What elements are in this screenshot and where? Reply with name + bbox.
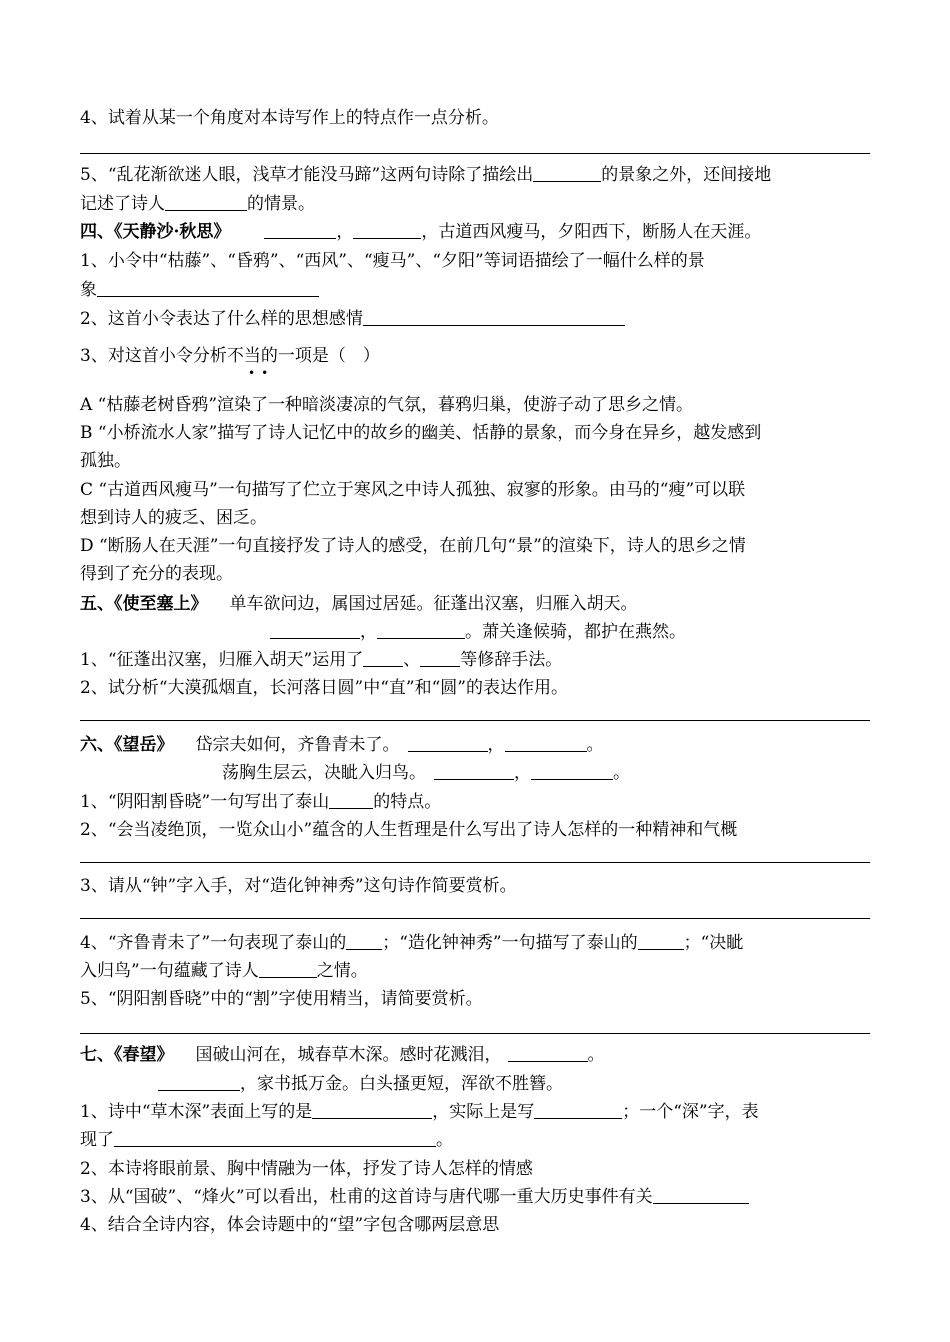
- emphasis-dots: ••: [248, 366, 275, 380]
- fill-blank[interactable]: [329, 792, 373, 809]
- option-d-cont: 得到了充分的表现。: [80, 564, 233, 584]
- question-3-5: 5、“乱花渐欲迷人眼，浅草才能没马蹄”这两句诗除了描绘出 的景象之外，还间接地: [80, 165, 772, 185]
- question-7-2: 2、本诗将眼前景、胸中情融为一体，抒发了诗人怎样的情感: [80, 1159, 533, 1179]
- fill-blank[interactable]: [653, 1187, 749, 1204]
- section-5-heading: 五、《使至塞上》 单车欲问边，属国过居延。征蓬出汉塞，归雁入胡天。: [80, 594, 638, 614]
- question-5-1: 1、“征蓬出汉塞，归雁入胡天”运用了 、 等修辞手法。: [80, 650, 563, 670]
- section-7-poem-line2: ，家书抵万金。白头搔更短，浑欲不胜簪。: [158, 1074, 563, 1096]
- question-7-4: 4、结合全诗内容，体会诗题中的“望”字包含哪两层意思: [80, 1215, 500, 1235]
- option-d: D “断肠人在天涯”一句直接抒发了诗人的感受，在前几句“景”的渲染下，诗人的思乡之情: [80, 536, 746, 556]
- fill-blank[interactable]: [346, 933, 382, 950]
- fill-blank[interactable]: [165, 194, 247, 211]
- option-c-cont: 想到诗人的疲乏、困乏。: [80, 508, 267, 528]
- fill-blank[interactable]: [408, 735, 488, 752]
- question-3-4: 4、试着从某一个角度对本诗写作上的特点作一点分析。: [80, 108, 499, 128]
- question-7-1: 1、诗中“草木深”表面上写的是 ，实际上是写 ；一个“深”字，表: [80, 1102, 759, 1122]
- fill-blank[interactable]: [363, 309, 625, 326]
- fill-blank[interactable]: [312, 1102, 432, 1119]
- answer-line: [80, 1033, 870, 1034]
- section-6-poem-line2: 荡胸生层云，决眦入归鸟。 ， 。: [222, 763, 630, 783]
- fill-blank[interactable]: [505, 735, 587, 752]
- fill-blank[interactable]: [420, 650, 460, 667]
- question-7-1-cont: 现了 。: [80, 1130, 453, 1150]
- fill-blank[interactable]: [114, 1130, 436, 1147]
- option-c: C “古道西风瘦马”一句描写了伫立于寒风之中诗人孤独、寂寥的形象。由马的“瘦”可以联: [80, 480, 746, 500]
- fill-blank[interactable]: [533, 165, 601, 182]
- fill-blank[interactable]: [434, 763, 514, 780]
- option-b-cont: 孤独。: [80, 451, 131, 471]
- answer-line: [80, 720, 870, 721]
- question-6-5: 5、“阴阳割昏晓”中的“割”字使用精当，请简要赏析。: [80, 989, 483, 1009]
- fill-blank[interactable]: [377, 622, 465, 639]
- question-5-2: 2、试分析“大漠孤烟直，长河落日圆”中“直”和“圆”的表达作用。: [80, 678, 568, 698]
- section-5-poem-line2: ， 。萧关逢候骑，都护在燕然。: [270, 622, 686, 644]
- fill-blank[interactable]: [531, 763, 613, 780]
- question-7-3: 3、从“国破”、“烽火”可以看出，杜甫的这首诗与唐代哪一重大历史事件有关: [80, 1187, 749, 1209]
- fill-blank[interactable]: [534, 1102, 622, 1119]
- question-4-1-cont: 象: [80, 280, 319, 302]
- answer-line: [80, 918, 870, 919]
- fill-blank[interactable]: [270, 622, 360, 639]
- fill-blank[interactable]: [363, 650, 403, 667]
- question-4-3: 3、对这首小令分析不当的一项是（ ）: [80, 346, 380, 366]
- question-4-1: 1、小令中“枯藤”、“昏鸦”、“西风”、“瘦马”、“夕阳”等词语描绘了一幅什么样的景: [80, 251, 705, 271]
- answer-line: [80, 153, 870, 154]
- section-7-heading: 七、《春望》 国破山河在，城春草木深。感时花溅泪， 。: [80, 1045, 605, 1065]
- fill-blank[interactable]: [259, 961, 317, 978]
- answer-line: [80, 862, 870, 863]
- fill-blank[interactable]: [638, 933, 684, 950]
- fill-blank[interactable]: [97, 280, 319, 297]
- fill-blank[interactable]: [264, 222, 336, 239]
- fill-blank[interactable]: [353, 222, 421, 239]
- question-6-1: 1、“阴阳割昏晓”一句写出了泰山 的特点。: [80, 792, 442, 812]
- option-a: A “枯藤老树昏鸦”渲染了一种暗淡凄凉的气氛，暮鸦归巢，使游子动了思乡之情。: [80, 395, 694, 415]
- question-6-4-cont: 入归鸟”一句蕴藏了诗人 之情。: [80, 961, 368, 981]
- section-6-heading: 六、《望岳》 岱宗夫如何，齐鲁青未了。 ， 。: [80, 735, 604, 755]
- question-6-2: 2、“会当凌绝顶，一览众山小”蕴含的人生哲理是什么写出了诗人怎样的一种精神和气概: [80, 820, 738, 840]
- option-b: B “小桥流水人家”描写了诗人记忆中的故乡的幽美、恬静的景象，而今身在异乡，越发感到: [80, 423, 762, 443]
- fill-blank[interactable]: [158, 1074, 240, 1091]
- question-4-2: 2、这首小令表达了什么样的思想感情: [80, 309, 625, 331]
- question-3-5-cont: 记述了诗人 的情景。: [80, 194, 315, 214]
- question-6-4: 4、“齐鲁青未了”一句表现了泰山的 ；“造化钟神秀”一句描写了泰山的 ；“决眦: [80, 933, 744, 953]
- fill-blank[interactable]: [508, 1045, 588, 1062]
- question-6-3: 3、请从“钟”字入手，对“造化钟神秀”这句诗作简要赏析。: [80, 876, 517, 896]
- section-4-heading: 四、《天静沙·秋思》 ， ，古道西风瘦马，夕阳西下，断肠人在天涯。: [80, 222, 762, 242]
